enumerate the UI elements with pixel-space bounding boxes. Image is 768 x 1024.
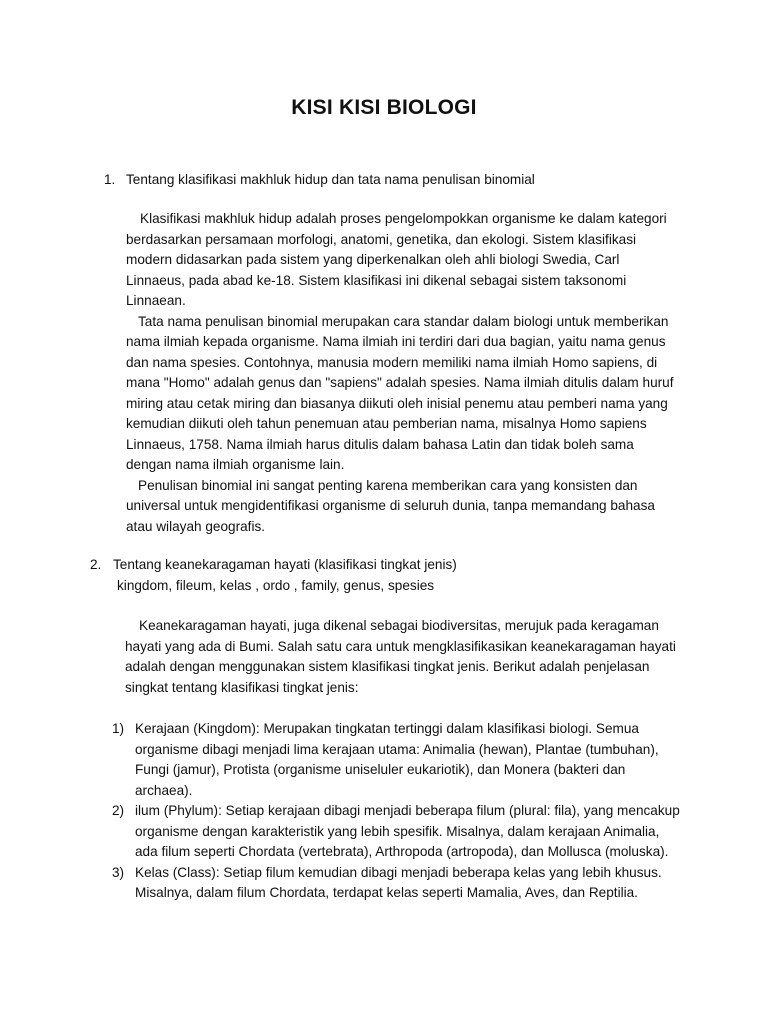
section-2-intro [125, 616, 685, 698]
classification-list [112, 719, 682, 904]
section-1-paragraph: Klasifikasi makhluk hidup adalah proses pengelompokkan organisme ke dalam kategori berdasarkan persamaan morfologi, anatomi, genetika, dan ekologi. Sistem klasifikasi modern didasarkan pada sistem yang diperkenalkan oleh ahli biologi Swedia, Carl Linnaeus, pada abad ke-18. Sistem klasifikasi ini dikenal sebagai sistem taksonomi Linnaean. [126, 211, 667, 308]
section-1-number: 1. [104, 172, 116, 187]
section-1-heading: Tentang klasifikasi makhluk hidup dan tata nama penulisan binomial [126, 172, 535, 187]
section-2-subheading: kingdom, fileum, kelas , ordo , family, genus, spesies [117, 578, 435, 593]
list-item-text: Kerajaan (Kingdom): Merupakan tingkatan tertinggi dalam klasifikasi biologi. Semua organisme dibagi menjadi lima kerajaan utama: Animalia (hewan), Plantae (tumbuhan), Fungi (jamur), Protista (organisme uniseluler eukariotik), dan Monera (bakteri dan archaea). [135, 721, 659, 798]
list-item-text: ilum (Phylum): Setiap kerajaan dibagi menjadi beberapa filum (plural: fila), yang mencakup organisme dengan karakteristik yang lebih spesifik. Misalnya, dalam kerajaan Animalia, ada filum seperti Chordata (vertebrata), Arthropoda (artropoda), dan Mollusca (moluska). [135, 803, 680, 859]
section-1-paragraph: Tata nama penulisan binomial merupakan cara standar dalam biologi untuk memberikan nama ilmiah kepada organisme. Nama ilmiah ini terdiri dari dua bagian, yaitu nama genus dan nama spesies. Contohnya, manusia modern memiliki nama ilmiah Homo sapiens, di mana "Homo" adalah genus dan "sapiens" adalah spesies. Nama ilmiah ditulis dalam huruf miring atau cetak miring dan biasanya diikuti oleh inisial penemu atau pemberi nama yang kemudian diikuti oleh tahun penemuan atau pemberian nama, misalnya Homo sapiens Linnaeus, 1758. Nama ilmiah harus ditulis dalam bahasa Latin dan tidak boleh sama dengan nama ilmiah organisme lain. [126, 313, 674, 472]
list-item [112, 863, 682, 904]
list-item-number: 2) [112, 803, 125, 818]
list-item-number: 1) [112, 721, 125, 736]
section-1-body [126, 209, 682, 537]
list-item-number: 3) [112, 864, 125, 880]
list-item [112, 719, 682, 801]
section-2-heading: Tentang keanekaragaman hayati (klasifikasi tingkat jenis) [113, 557, 457, 572]
section-1-paragraph: Penulisan binomial ini sangat penting karena memberikan cara yang konsisten dan universal untuk mengidentifikasi organisme di seluruh dunia, tanpa memandang bahasa atau wilayah geografis. [126, 477, 655, 534]
list-item [112, 801, 682, 863]
list-item-text: Kelas (Class): Setiap filum kemudian dibagi menjadi beberapa kelas yang lebih khusus. Misalnya, dalam filum Chordata, terdapat kelas seperti Mamalia, Aves, dan Reptilia. [135, 864, 662, 900]
section-2-number: 2. [90, 557, 102, 572]
section-2-intro-paragraph: Keanekaragaman hayati, juga dikenal sebagai biodiversitas, merujuk pada keragaman hayati yang ada di Bumi. Salah satu cara untuk mengklasifikasikan keanekaragaman hayati adalah dengan menggunakan sistem klasifikasi tingkat jenis. Berikut adalah penjelasan singkat tentang klasifikasi tingkat jenis: [125, 618, 676, 695]
document-title: KISI KISI BIOLOGI [291, 96, 477, 119]
